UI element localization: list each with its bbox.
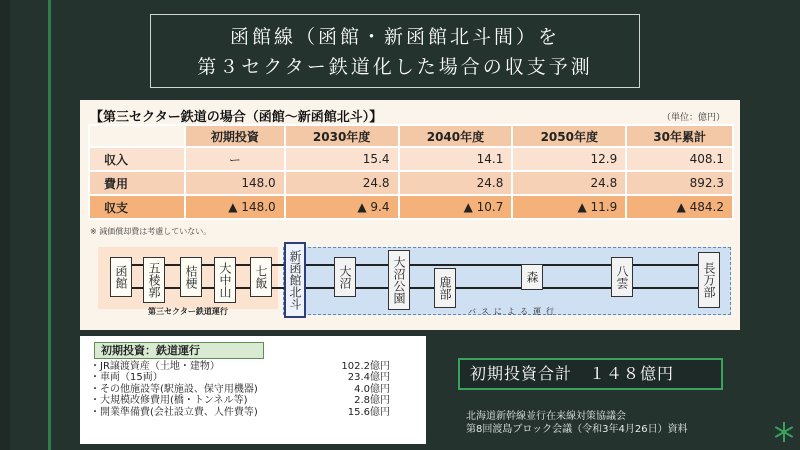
unit-label: （単位：億円） — [662, 113, 726, 123]
stop-oshamambe: 長万部 — [698, 252, 720, 308]
station-nanae: 七飯 — [250, 257, 272, 297]
row-label: 収支 — [89, 195, 185, 219]
stop-mori: 森 — [521, 264, 543, 290]
source-note: 北海道新幹線並行在来線対策協議会 第8回渡島ブロック会議（令和3年4月26日）資料 — [466, 411, 688, 435]
investment-heading: 初期投資：鉄道運行 — [94, 342, 264, 359]
rail-label: 第三セクター鉄道運行 — [148, 307, 228, 316]
table-cell: 12.9 — [512, 147, 626, 171]
list-item: ・大規模改修費用(橋・トンネル等) 2.8億円 — [90, 395, 390, 407]
row-label: 収入 — [89, 147, 185, 171]
header-cell: 2050年度 — [512, 125, 626, 147]
stop-yakumo: 八雲 — [611, 257, 633, 297]
table-cell: 15.4 — [285, 147, 399, 171]
station-onakayama: 大中山 — [214, 257, 236, 303]
header-cell: 2040年度 — [399, 125, 513, 147]
title-line2: 第３セクター鉄道化した場合の収支予測 — [197, 56, 593, 78]
table-row — [89, 171, 733, 195]
stop-onuma: 大沼 — [334, 257, 356, 297]
table-note: ※ 減価償却費は考慮していない。 — [90, 227, 212, 236]
table-row — [89, 195, 733, 219]
row-label: 費用 — [89, 171, 185, 195]
investment-list — [90, 361, 390, 418]
station-goryokaku: 五稜郭 — [143, 257, 165, 303]
slide-title — [150, 14, 640, 88]
total-investment-badge: 初期投資合計 １４８億円 — [458, 358, 723, 390]
station-shin-hakodate-hokuto: 新函館北斗 — [284, 242, 306, 318]
table-cell: 408.1 — [626, 147, 733, 171]
table-cell: 892.3 — [626, 171, 733, 195]
accent-line — [48, 0, 51, 450]
table-cell: ▲ 484.2 — [626, 195, 733, 219]
header-cell: 初期投資 — [185, 125, 285, 147]
table-cell: ー — [185, 147, 285, 171]
table-cell: 24.8 — [285, 171, 399, 195]
list-item: ・JR譲渡資産（土地・建物） 102.2億円 — [90, 361, 390, 372]
stop-onuma-koen: 大沼公園 — [388, 250, 410, 310]
station-kikyo: 桔梗 — [180, 257, 202, 297]
table-caption: 【第三セクター鉄道の場合（函館～新函館北斗）】 — [90, 110, 383, 125]
table-row — [89, 147, 733, 171]
bus-label: バスによる運行 — [468, 307, 559, 316]
table-cell: 14.1 — [399, 147, 513, 171]
leaf-icon — [774, 422, 794, 442]
table-cell: ▲ 148.0 — [185, 195, 285, 219]
table-cell: ▲ 10.7 — [399, 195, 513, 219]
table-header-row — [89, 125, 733, 147]
station-hakodate: 函館 — [110, 257, 132, 297]
title-line1: 函館線（函館・新函館北斗間）を — [229, 26, 560, 48]
table-cell: 24.8 — [399, 171, 513, 195]
list-item: ・車両（15両） 23.4億円 — [90, 372, 390, 384]
header-cell: 30年累計 — [626, 125, 733, 147]
stop-shikabe: 鹿部 — [434, 268, 456, 308]
balance-table — [88, 124, 734, 220]
table-cell: 148.0 — [185, 171, 285, 195]
table-cell: ▲ 9.4 — [285, 195, 399, 219]
header-cell: 2030年度 — [285, 125, 399, 147]
left-stripe — [0, 0, 10, 450]
list-item: ・その他施設等(駅施設、保守用機器) 4.0億円 — [90, 383, 390, 395]
list-item: ・開業準備費(会社設立費、人件費等) 15.6億円 — [90, 406, 390, 418]
table-cell: ▲ 11.9 — [512, 195, 626, 219]
table-cell: 24.8 — [512, 171, 626, 195]
